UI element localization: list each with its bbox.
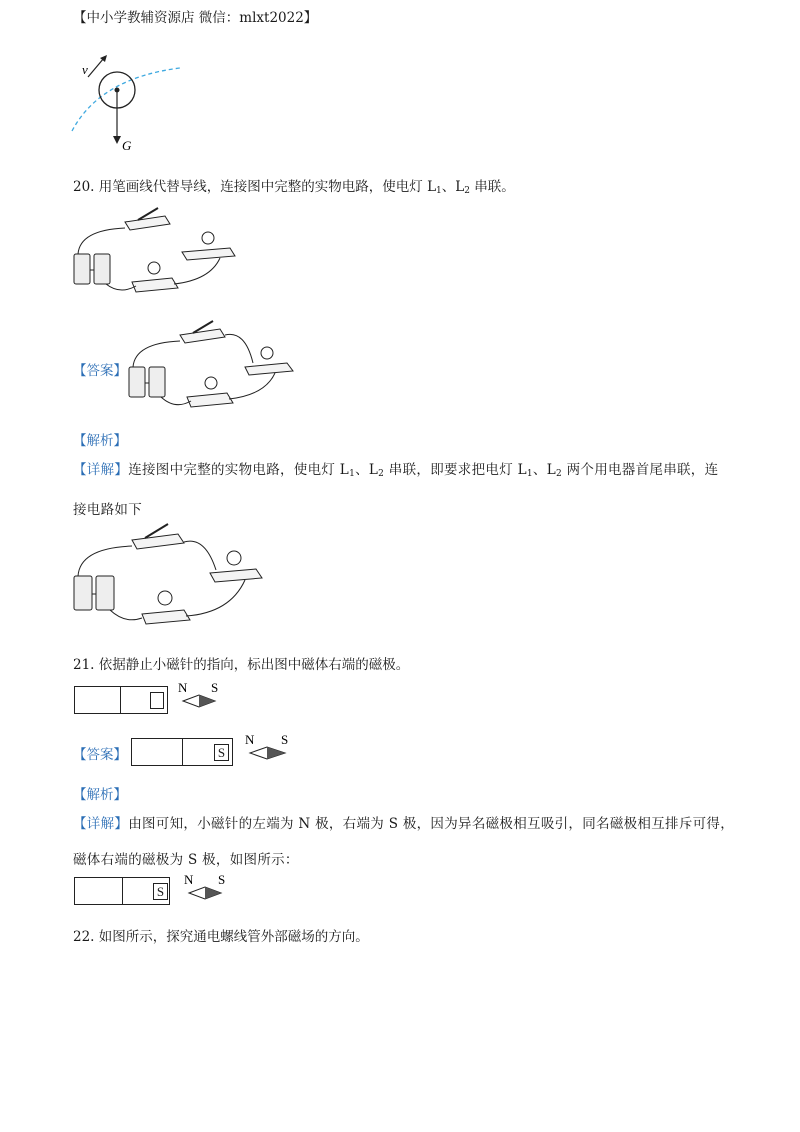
trajectory-dashed-curve: [72, 68, 180, 131]
compass-needle-analysis: [184, 872, 234, 902]
q21-detail: 【详解】由图可知，小磁针的左端为 N 极，右端为 S 极，因为异名磁极相互吸引，同名磁极相互排斥可得， 磁体右端的磁极为 S 极，如图所示：: [73, 816, 735, 868]
answer-tag-21: 【答案】: [73, 747, 127, 763]
svg-text:S: S: [211, 680, 219, 695]
svg-text:N: N: [178, 680, 188, 695]
circuit-figure-answer: [125, 315, 300, 415]
answer-tag-20: 【答案】: [73, 363, 127, 379]
ball-force-diagram: [60, 58, 190, 158]
svg-text:S: S: [281, 732, 289, 747]
compass-needle-answer: [245, 732, 297, 762]
question-20-stem: 20. 用笔画线代替导线，连接图中完整的实物电路，使电灯 $L_1$、$L_2$ 串联。: [73, 179, 515, 196]
gravity-label: G: [122, 138, 132, 153]
blank-pole-box: [150, 692, 164, 709]
svg-text:N: N: [184, 872, 194, 887]
q20-detail: 【详解】连接图中完整的实物电路，使电灯 $L_1$、$L_2$ 串联，即要求把电灯 $L_1$、$L_2$ 两个用电器首尾串联，连 接电路如下: [73, 462, 719, 518]
analysis-tag-20: 【解析】: [73, 433, 127, 449]
bar-magnet-question: [74, 686, 168, 714]
circuit-figure-question: [70, 200, 270, 300]
question-22-stem: 22. 如图所示，探究通电螺线管外部磁场的方向。: [73, 929, 369, 945]
svg-text:N: N: [245, 732, 255, 747]
question-21-stem: 21. 依据静止小磁针的指向，标出图中磁体右端的磁极。: [73, 657, 410, 673]
velocity-label: v: [82, 62, 88, 77]
bar-magnet-answer: S: [131, 738, 233, 766]
q20-number: 20.: [73, 179, 95, 195]
analysis-tag-21: 【解析】: [73, 787, 127, 803]
velocity-arrow: [88, 58, 104, 77]
compass-needle-question: [178, 680, 228, 710]
svg-text:S: S: [218, 872, 226, 887]
watermark: 【中小学教辅资源店 微信：mlxt2022】: [73, 10, 318, 26]
bar-magnet-analysis: S: [74, 877, 170, 905]
circuit-figure-analysis: [70, 518, 270, 628]
